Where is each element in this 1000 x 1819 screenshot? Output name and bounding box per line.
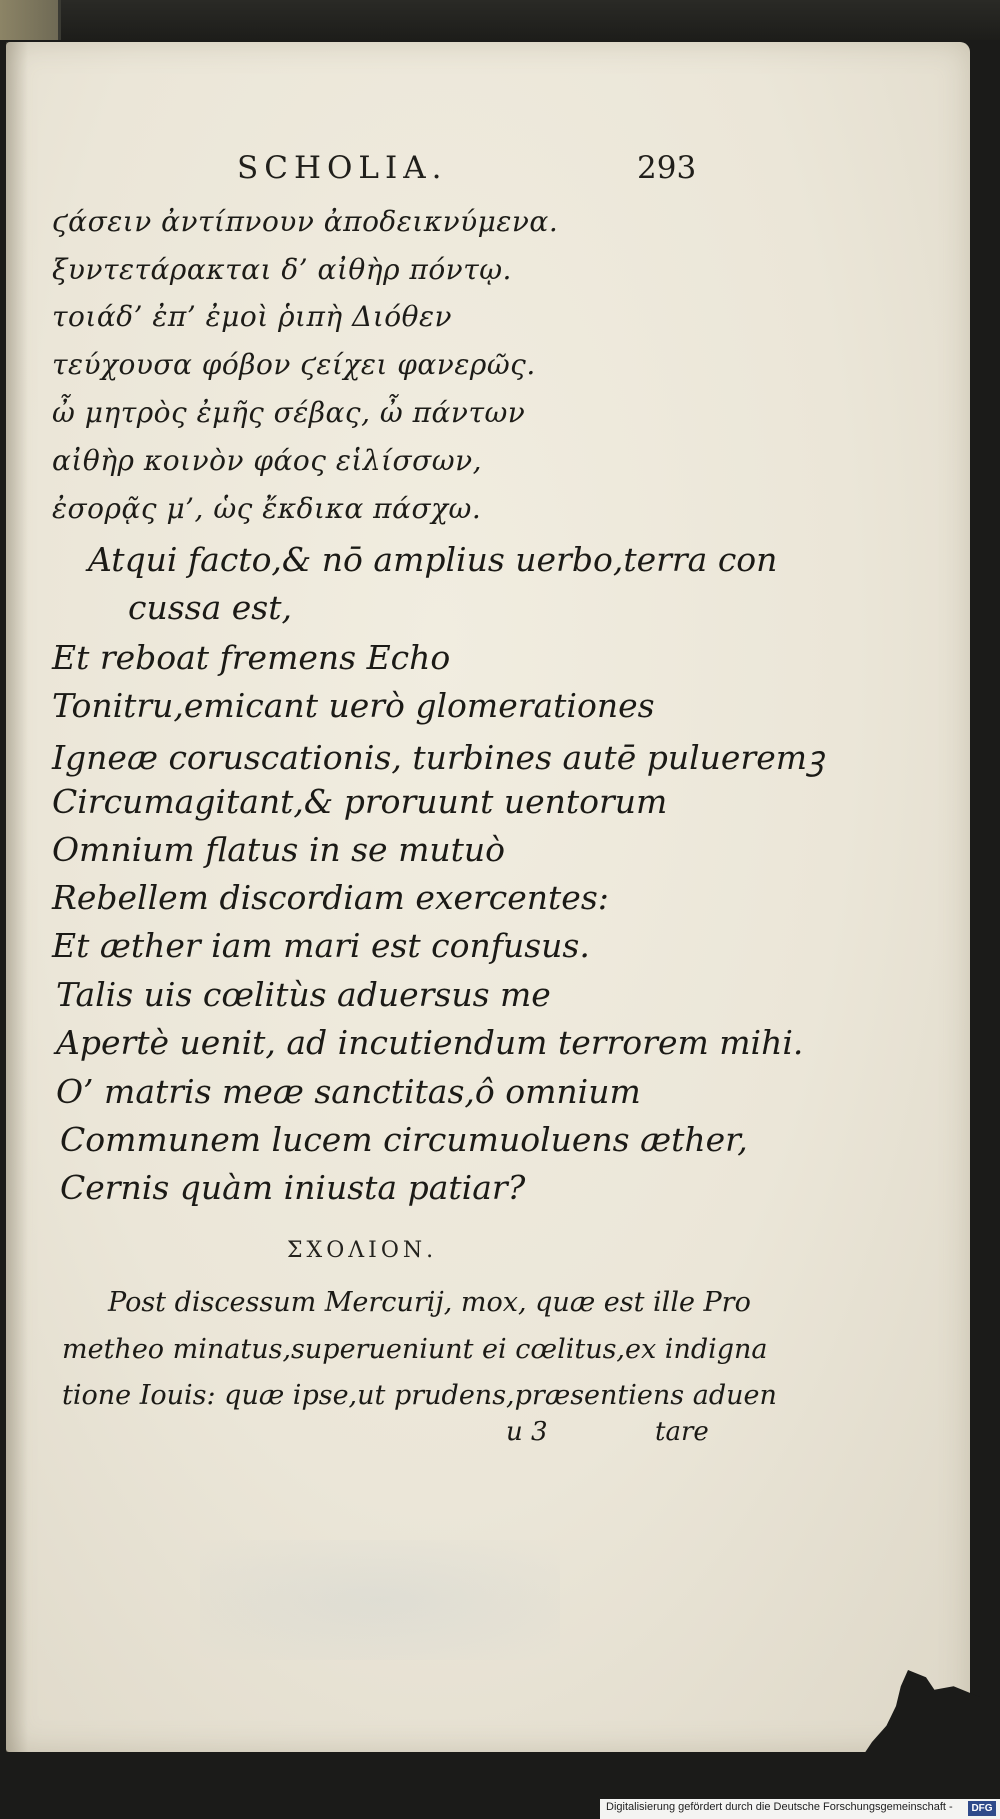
latin-line: Apertè uenit, ad incutiendum terrorem mihi.	[56, 1023, 804, 1062]
scan-background-top	[0, 0, 1000, 40]
latin-line: Rebellem discordiam exercentes:	[52, 878, 609, 917]
latin-line: Et reboat fremens Echo	[52, 638, 451, 677]
greek-line: αἰθὴρ κοινὸν φάος εἱλίσσων,	[52, 444, 483, 477]
greek-line: τοιάδ’ ἐπ’ ἐμοὶ ῥιπὴ Διόθεν	[52, 300, 453, 333]
commentary-line: tione Iouis: quæ ipse,ut prudens,præsentiens aduen	[62, 1380, 777, 1411]
greek-line: ϛάσειν ἀντίπνουν ἀποδεικνύμενα.	[52, 205, 559, 238]
latin-line: Cernis quàm iniusta patiar?	[60, 1168, 526, 1207]
greek-line: ἐσορᾷς μ’, ὡς ἔκδικα πάσχω.	[52, 492, 482, 525]
catchword: tare	[655, 1417, 709, 1447]
latin-line: Igneæ coruscationis, turbines autē pulueremꝫ	[52, 738, 824, 777]
page-header	[237, 150, 697, 190]
dfg-logo-icon: DFG	[968, 1801, 996, 1816]
running-head: SCHOLIA.	[237, 150, 448, 186]
page-number: 293	[637, 150, 697, 186]
latin-line: Atqui facto,& nō amplius uerbo,terra con	[88, 540, 778, 579]
digitization-credit: Digitalisierung gefördert durch die Deutsche Forschungsgemeinschaft -	[606, 1801, 953, 1813]
latin-line: Communem lucem circumuoluens æther,	[60, 1120, 748, 1159]
scholion-heading: ΣΧΟΛΙΟΝ.	[287, 1238, 438, 1263]
page-spine-shadow	[6, 42, 28, 1752]
signature-mark: u 3	[506, 1417, 548, 1447]
latin-line: Circumagitant,& proruunt uentorum	[52, 782, 668, 821]
greek-line: ξυντετάρακται δ’ αἰθὴρ πόντῳ.	[52, 253, 512, 286]
latin-line: Et æther iam mari est confusus.	[52, 926, 590, 965]
latin-line: O’ matris meæ sanctitas,ô omnium	[56, 1072, 641, 1111]
commentary-line: metheo minatus,superueniunt ei cœlitus,ex indigna	[62, 1334, 768, 1365]
scan-corner-tab	[0, 0, 61, 40]
ink-bleed-through	[200, 1540, 560, 1660]
digitization-credit-bar	[600, 1799, 1000, 1819]
latin-line: Omnium flatus in se mutuò	[52, 830, 505, 869]
greek-line: τεύχουσα φόβον ϛείχει φανερῶς.	[52, 348, 536, 381]
commentary-line: Post discessum Mercurij, mox, quæ est ille Pro	[108, 1287, 751, 1318]
greek-line: ὦ μητρὸς ἐμῆς σέβας, ὦ πάντων	[52, 396, 526, 429]
latin-line: cussa est,	[128, 588, 292, 627]
latin-line: Talis uis cœlitùs aduersus me	[56, 975, 551, 1014]
latin-line: Tonitru,emicant uerò glomerationes	[52, 686, 655, 725]
